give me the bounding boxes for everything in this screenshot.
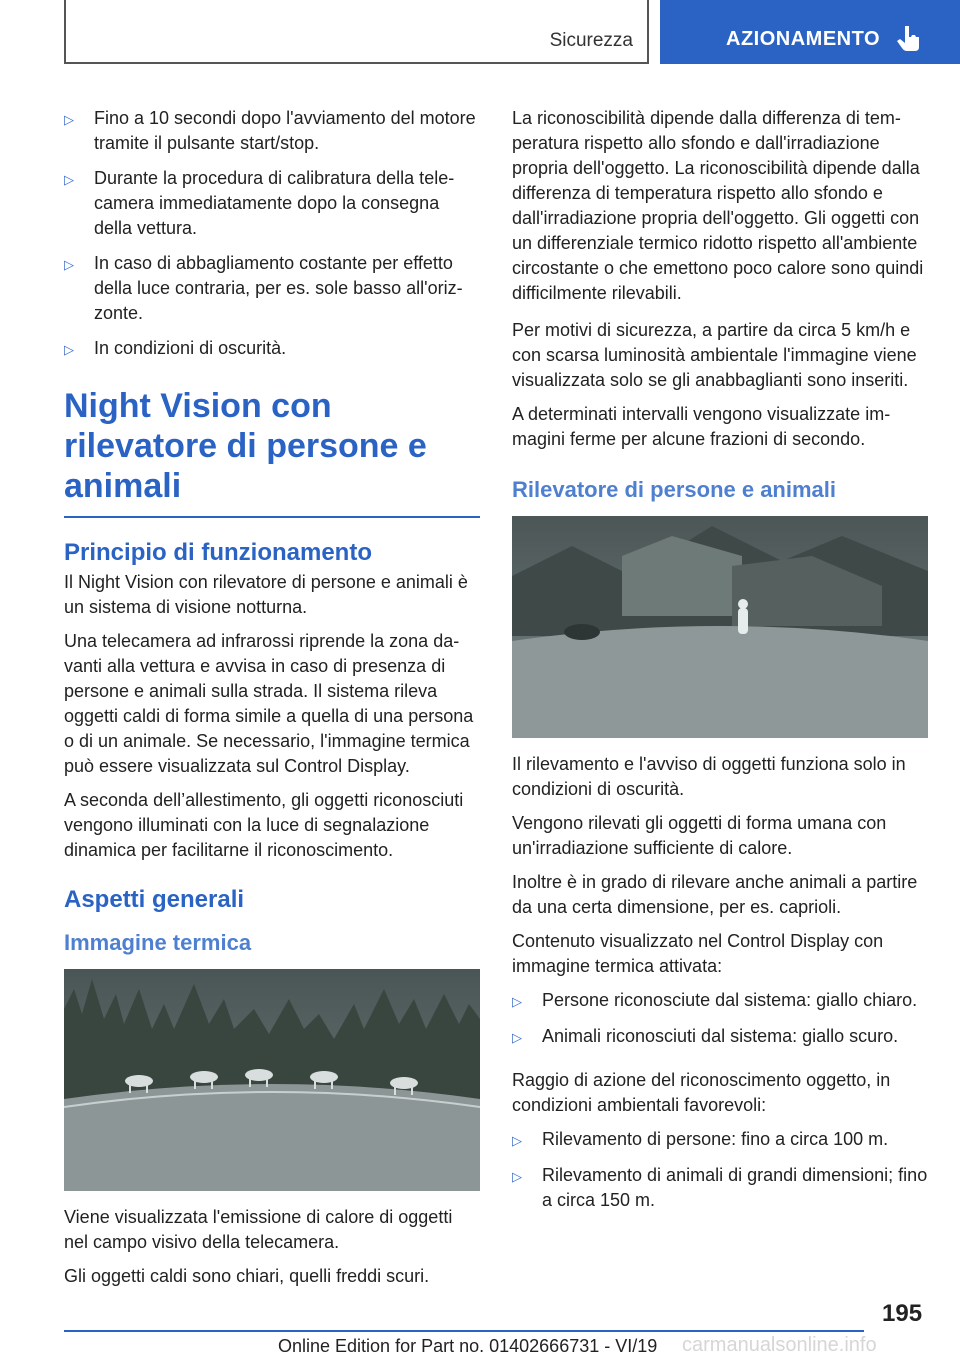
footer-watermark: carmanualsonline.info — [682, 1334, 877, 1356]
paragraph: Per motivi di sicurezza, a partire da circa 5 km/h e con scarsa luminosità ambientale l'immagine viene visualizzata solo se gli anabbaglianti sono inseriti. — [512, 320, 917, 390]
heading-thermal-image: Immagine termica — [64, 930, 252, 955]
paragraph: La riconoscibilità dipende dalla differenza di temperatura rispetto allo sfondo e dall'irradiazione propria dell'oggetto. La riconoscibilità dipende dalla differenza di temperatura rispetto allo sfondo e dall'irradiazione propria dell'oggetto. Gli oggetti con un differenziale termico ridotto rispetto all'ambiente circostante o che emettono poco calore sono quindi difficilmente rilevabili. — [512, 108, 924, 303]
paragraph: Inoltre è in grado di rilevare anche animali a partire da una certa dimensione, per es. caprioli. — [512, 872, 918, 917]
paragraph: Il rilevamento e l'avviso di oggetti funziona solo in condizioni di oscurità. — [512, 754, 906, 799]
list-item — [64, 336, 480, 362]
pointing-hand-icon — [896, 24, 922, 52]
list-item-text: Animali riconosciuti dal sistema: giallo scuro. — [542, 1026, 899, 1046]
list-item — [64, 106, 480, 156]
footer-edition: Online Edition for Part no. 01402666731 - VI/19 — [278, 1336, 658, 1356]
bullet-triangle-icon: ▷ — [64, 112, 74, 127]
list-item — [512, 1024, 928, 1050]
header-chapter-tab[interactable] — [660, 0, 960, 64]
list-item-text: Persone riconosciute dal sistema: giallo chiaro. — [542, 990, 918, 1010]
header-chapter-label: AZIONAMENTO — [726, 28, 881, 50]
title-divider — [64, 516, 480, 518]
bullet-triangle-icon: ▷ — [64, 172, 74, 187]
list-item-text: Fino a 10 secondi dopo l'avviamento del motore tramite il pulsante start/stop. — [94, 108, 476, 153]
list-item-text: Rilevamento di animali di grandi dimensioni; fino a circa 150 m. — [542, 1165, 928, 1210]
footer-divider — [64, 1330, 864, 1332]
heading-detector: Rilevatore di persone e animali — [512, 477, 837, 502]
bullet-triangle-icon: ▷ — [512, 994, 522, 1009]
paragraph: Raggio di azione del riconoscimento oggetto, in condizioni ambientali favorevoli: — [512, 1070, 891, 1115]
bullet-triangle-icon: ▷ — [512, 1133, 522, 1148]
paragraph: Il Night Vision con rilevatore di persone e animali è un sistema di visione notturna. — [64, 572, 468, 617]
list-item-text: In condizioni di oscurità. — [94, 338, 287, 358]
paragraph: Viene visualizzata l'emissione di calore di oggetti nel campo visivo della telecamera. — [64, 1207, 453, 1252]
detector-illustration — [512, 516, 928, 738]
paragraph: A determinati intervalli vengono visualizzate immagini ferme per alcune frazioni di secondo. — [512, 404, 891, 449]
paragraph: A seconda dell’allestimento, gli oggetti riconosciuti vengono illuminati con la luce di segnalazione dinamica per facilitarne il riconoscimento. — [64, 790, 464, 860]
bullet-triangle-icon: ▷ — [64, 342, 74, 357]
list-item — [64, 166, 480, 241]
list-item — [64, 251, 480, 326]
header-section-box — [64, 0, 649, 64]
page-title: Night Vision con rilevatore di persone e animali — [64, 387, 427, 505]
list-item-text: Durante la procedura di calibratura della telecamera immediatamente dopo la consegna della vettura. — [94, 168, 455, 238]
paragraph: Vengono rilevati gli oggetti di forma umana con un'irradiazione sufficiente di calore. — [512, 813, 887, 858]
header-section-label: Sicurezza — [549, 30, 633, 51]
bullet-triangle-icon: ▷ — [512, 1169, 522, 1184]
left-column — [64, 106, 480, 1298]
list-item — [512, 988, 928, 1014]
paragraph: Una telecamera ad infrarossi riprende la zona davanti alla vettura e avvisa in caso di presenza di persone e animali sulla strada. Il sistema rileva oggetti caldi di forma simile a quella di una persona o di un animale. Se necessario, l'immagine termica può essere visualizzata sul Control Display. — [64, 631, 474, 776]
paragraph: Gli oggetti caldi sono chiari, quelli freddi scuri. — [64, 1266, 430, 1286]
bullet-triangle-icon: ▷ — [512, 1030, 522, 1045]
heading-general: Aspetti generali — [64, 886, 245, 913]
list-item — [512, 1163, 928, 1213]
list-item-text: In caso di abbagliamento costante per effetto della luce contraria, per es. sole basso all'orizzonte. — [94, 253, 463, 323]
list-item — [512, 1127, 928, 1153]
list-item-text: Rilevamento di persone: fino a circa 100 m. — [542, 1129, 889, 1149]
page-number: 195 — [882, 1300, 923, 1327]
paragraph: Contenuto visualizzato nel Control Display con immagine termica attivata: — [512, 931, 884, 976]
bullet-triangle-icon: ▷ — [64, 257, 74, 272]
thermal-image-illustration — [64, 969, 480, 1191]
right-column — [512, 106, 928, 1223]
heading-principle: Principio di funzionamento — [64, 539, 372, 566]
